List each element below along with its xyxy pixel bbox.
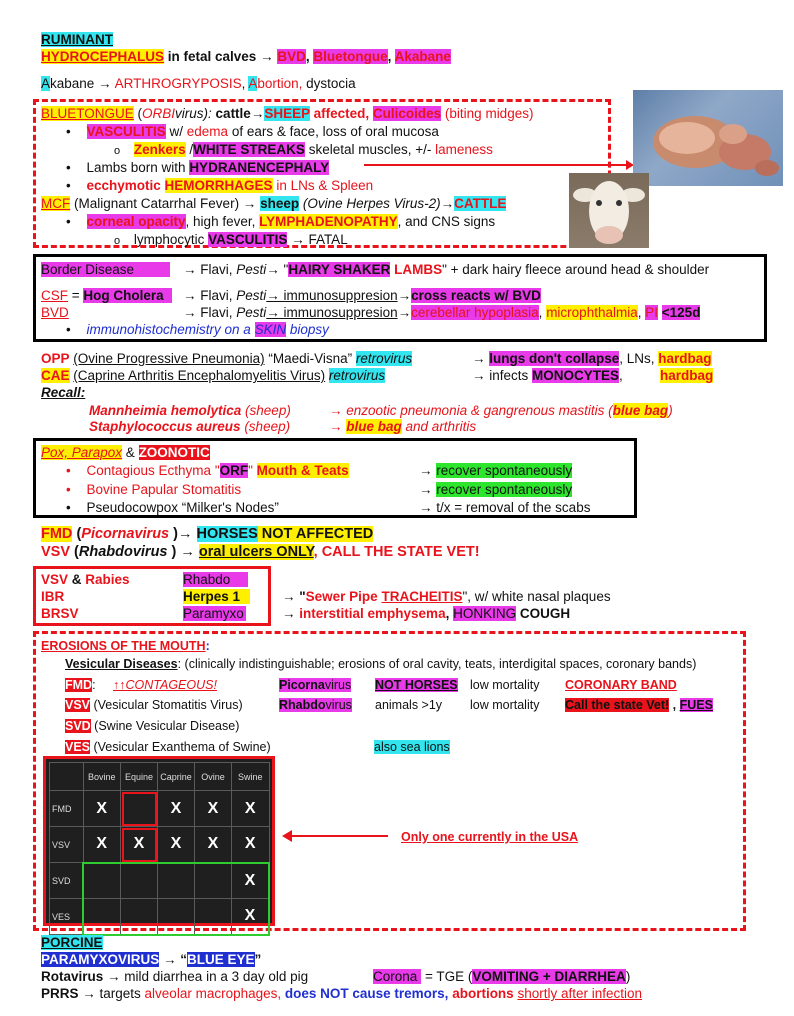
bvd-imm: → immunosuppresion: [266, 305, 398, 320]
akabane-word: kabane →: [50, 76, 115, 91]
species-table: [49, 762, 270, 936]
herpes-cell: [183, 589, 250, 605]
bt-affected: affected,: [309, 106, 370, 121]
opp: OPP: [41, 351, 70, 366]
orbi-word: ORBI: [142, 106, 176, 121]
bt-vasculitis-line: [66, 124, 439, 140]
rota-rest: → mild diarrhea in a 3 day old pig: [103, 969, 309, 984]
cae: CAE: [41, 368, 70, 383]
hydranencephaly-photo: [633, 90, 783, 186]
species-table-frame: [43, 756, 275, 926]
mann-sheep: (sheep): [241, 403, 291, 418]
porcine-heading-line: [41, 935, 103, 951]
ce-detail: [419, 463, 572, 479]
ero-ves-line: [65, 739, 271, 755]
mcf-cattle: CATTLE: [454, 196, 507, 211]
cell-vsv-equine: X: [121, 827, 158, 863]
contageous: ↑↑CONTAGEOUS!: [113, 678, 217, 692]
table-row: [50, 827, 270, 863]
ruminant-heading-line: [41, 32, 113, 48]
maedi-visna: “Maedi-Visna”: [264, 351, 356, 366]
ero-vsv-full: (Vesicular Stomatitis Virus): [90, 698, 243, 712]
table-row: [50, 899, 270, 935]
rhabdo: Rhabdo: [183, 572, 248, 587]
sea-lions-cell: [374, 739, 450, 755]
brsv-arrow: →: [282, 606, 300, 621]
fmd-close: )→: [169, 526, 197, 542]
pox-amp: &: [122, 445, 139, 460]
bvd: BVD: [41, 305, 69, 320]
not-horses: NOT HORSES: [375, 678, 458, 692]
picorna-rest: virus: [324, 678, 352, 692]
ce-q: ": [248, 463, 257, 478]
mcf-full: (Malignant Catarrhal Fever) →: [70, 196, 261, 211]
bluetongue-line: [41, 106, 533, 122]
rotavirus-line: [41, 969, 308, 985]
ero-svd-line: [65, 718, 239, 734]
vesicular-diseases: Vesicular Diseases: [65, 657, 178, 671]
rotavirus: Rotavirus: [41, 969, 104, 984]
corneal-opacity: corneal opacity: [86, 214, 186, 229]
paramyxovirus: PARAMYXOVIRUS: [41, 952, 160, 967]
culicoides: Culicoides: [372, 106, 442, 121]
porcine-heading: PORCINE: [41, 935, 103, 950]
border-rest: " + dark hairy fleece around head & shoulder: [442, 262, 710, 277]
ibr-rest: ", w/ white nasal plaques: [462, 589, 611, 604]
lambs-line: [66, 160, 329, 176]
cross-reacts: cross reacts w/ BVD: [411, 288, 541, 303]
blue-eye: BLUE EYE: [187, 952, 255, 967]
table-row: [50, 863, 270, 899]
ce-arrow: →: [419, 463, 437, 478]
cell-svd-caprine: [158, 863, 195, 899]
brain-specimen-image: [633, 90, 783, 186]
opp-arrow: →: [472, 351, 490, 366]
cell-ves-equine: [121, 899, 158, 935]
bt-edema: edema: [186, 124, 229, 139]
bvd-arrow2: →: [397, 305, 412, 320]
erosions-colon: :: [205, 639, 210, 653]
blue-eye-arrow: → “: [159, 952, 188, 967]
rhabdo-cell-ero: [279, 697, 352, 713]
call-state-vet: , CALL THE STATE VET!: [313, 544, 480, 560]
tge: = TGE (: [421, 969, 473, 984]
lymphocytic: lymphocytic: [133, 232, 209, 247]
cell-ves-caprine: [158, 899, 195, 935]
mcf-term: MCF: [41, 196, 71, 211]
rhabdo-cell: [183, 572, 248, 588]
vsv-rabies-line: [41, 572, 130, 588]
resp-vsv: VSV: [41, 572, 69, 587]
lungs-dont-collapse: lungs don't collapse: [489, 351, 620, 366]
hemorr-rest: in LNs & Spleen: [272, 178, 374, 193]
ihc-line: [66, 322, 329, 338]
opp-lns: , LNs,: [619, 351, 659, 366]
row-name-vsv: VSV: [50, 827, 84, 863]
biting-midges: (biting midges): [441, 106, 534, 121]
ero-fmd-line: [65, 677, 96, 693]
zenkers-line: [114, 142, 493, 159]
biopsy: biopsy: [286, 322, 329, 337]
csf: CSF: [41, 288, 68, 303]
recover-1: recover spontaneously: [436, 463, 573, 478]
cell-ves-bovine: [83, 899, 121, 935]
erosions-title-line: [41, 638, 210, 654]
row-name-ves: VES: [50, 899, 84, 935]
bt-open: (: [133, 106, 143, 121]
bvd-line: [41, 305, 69, 321]
mcf-vasculitis: VASCULITIS: [208, 232, 288, 247]
bt-sheep: SHEEP: [264, 106, 310, 121]
recover-2: recover spontaneously: [436, 482, 573, 497]
pox-parapox: Pox, Parapox: [41, 445, 123, 460]
csf-detail: [183, 288, 541, 304]
prrs-line: [41, 986, 642, 1002]
table-row: [50, 791, 270, 827]
vsv-open: (: [70, 544, 79, 560]
border-disease: Border Disease: [41, 262, 170, 277]
hydrocephalus-term: HYDROCEPHALUS: [41, 49, 165, 64]
abortion-word: bortion,: [257, 76, 303, 91]
cell-vsv-bovine: X: [83, 827, 121, 863]
table-corner: [50, 763, 84, 791]
blue-eye-q: ”: [254, 952, 262, 967]
hydranencephaly-arrow: [364, 160, 634, 170]
vomiting-diarrhea: VOMITING + DIARRHEA: [472, 969, 626, 984]
border-arrow2: → ": [266, 262, 289, 277]
cell-svd-swine: X: [232, 863, 270, 899]
ruminant-heading: RUMINANT: [41, 32, 113, 47]
mannheimia: Mannheimia hemolytica: [89, 403, 242, 418]
ecchymotic: ecchymotic: [86, 178, 165, 193]
contagious-ecthyma: Contagious Ecthyma ": [86, 463, 220, 478]
cow-photo: [569, 173, 649, 248]
recall-label: Recall:: [41, 385, 86, 400]
header-ovine: Ovine: [195, 763, 232, 791]
bt-vasc-rest: of ears & face, loss of oral mucosa: [228, 124, 439, 139]
bvd-comma2: ,: [637, 305, 646, 320]
interstitial-emphysema: interstitial emphysema: [299, 606, 446, 621]
horses: HORSES: [196, 526, 258, 542]
usa-note-arrow: [282, 830, 390, 842]
cae-hardbag: hardbag: [660, 368, 714, 383]
ero-fmd: FMD: [65, 678, 93, 692]
sewer-pipe: Sewer Pipe: [305, 589, 382, 604]
vesicular-line: [65, 656, 696, 672]
header-caprine: Caprine: [158, 763, 195, 791]
orf: ORF: [219, 463, 249, 478]
ero-vsv: VSV: [65, 698, 91, 712]
rhabdovirus: Rhabdovirus: [78, 544, 168, 560]
white-streaks: WHITE STREAKS: [193, 142, 305, 157]
alveolar-macrophages: alveolar macrophages,: [144, 986, 282, 1001]
csf-arrow: → Flavi,: [183, 288, 237, 303]
staph-detail: [329, 419, 476, 435]
pseudocowpox: Pseudocowpox “Milker's Nodes”: [86, 500, 279, 515]
ero-fmd-colon: :: [92, 678, 96, 692]
row-name-svd: SVD: [50, 863, 84, 899]
fmd-line: [41, 526, 373, 542]
csf-line: [41, 288, 172, 304]
picornavirus: Picornavirus: [81, 526, 170, 542]
hydrocephalus-line: HYDROCEPHALUS in fetal calves → BVD, Bluetongue, Akabane: [41, 49, 451, 64]
ero-ves-full: (Vesicular Exanthema of Swine): [90, 740, 271, 754]
cell-ves-swine: X: [232, 899, 270, 935]
hog-cholera: Hog Cholera: [83, 288, 171, 303]
cae-comma: ,: [619, 368, 623, 383]
coronary-band: CORONARY BAND: [565, 678, 677, 692]
mcf-cns: , and CNS signs: [397, 214, 496, 229]
cell-fmd-ovine: X: [195, 791, 232, 827]
skin: SKIN: [254, 322, 287, 337]
cell-svd-ovine: [195, 863, 232, 899]
no-tremors: does NOT cause tremors,: [281, 986, 449, 1001]
ibr-arrow: → ": [282, 589, 306, 604]
rhabdo-bold: Rhabdo: [279, 698, 326, 712]
bps-arrow: →: [419, 482, 437, 497]
lymphocytic-line: [114, 232, 348, 249]
dystocia: dystocia: [302, 76, 356, 91]
header-equine: Equine: [121, 763, 158, 791]
pi: PI: [645, 305, 659, 320]
monocytes: MONOCYTES: [532, 368, 620, 383]
ibr-detail: [282, 589, 611, 605]
lambs-word: LAMBS: [390, 262, 443, 277]
csf-eq: =: [68, 288, 84, 303]
gangrenous: & gangrenous mastitis (: [467, 403, 613, 418]
staph: Staphylococcus aureus: [89, 419, 241, 434]
pseudo-line: [66, 500, 279, 516]
arthrogryposis: ARTHROGRYPOSIS: [114, 76, 242, 91]
border-disease-line: [41, 262, 170, 278]
pseudo-detail: [419, 500, 590, 516]
mannheimia-detail: [329, 403, 673, 419]
cell-fmd-caprine: X: [158, 791, 195, 827]
cow-face-image: [569, 173, 649, 248]
ero-svd-full: (Swine Vesicular Disease): [90, 719, 240, 733]
ibr: IBR: [41, 589, 65, 604]
lt125d: <125d: [661, 305, 701, 320]
call-vet: Call the state Vet!: [565, 698, 670, 712]
rhabdo-rest: virus: [325, 698, 352, 712]
zenkers-slash: /: [185, 142, 194, 157]
cell-svd-bovine: [83, 863, 121, 899]
picorna: [279, 678, 351, 692]
bovine-papular: Bovine Papular Stomatitis: [86, 482, 242, 497]
brsv: BRSV: [41, 606, 79, 621]
ihc: immunohistochemistry on a: [86, 322, 255, 337]
cough: COUGH: [516, 606, 571, 621]
hydro-bluetongue: Bluetongue: [313, 49, 388, 64]
cell-ves-ovine: [195, 899, 232, 935]
staph-sheep: (sheep): [240, 419, 291, 434]
brsv-detail: [282, 606, 570, 622]
hydrocephalus-text: in fetal calves →: [164, 49, 278, 64]
callvet-line: [565, 697, 713, 713]
cae-hardbag-line: [660, 368, 713, 384]
rabies: Rabies: [85, 572, 130, 587]
table-header-row: [50, 763, 270, 791]
mcf-sheep: sheep: [260, 196, 300, 211]
not-affected: NOT AFFECTED: [257, 526, 374, 542]
tge-close: ): [625, 969, 631, 984]
cae-line: [41, 368, 385, 384]
honking: HONKING: [453, 606, 517, 621]
ero-svd: SVD: [65, 719, 91, 733]
sea-lions: also sea lions: [374, 740, 450, 754]
staph-line: [89, 419, 290, 435]
bt-vasc-w: w/: [165, 124, 187, 139]
vsv: VSV: [41, 544, 71, 560]
border-arrow: → Flavi,: [183, 262, 237, 277]
opp-retro: retrovirus: [355, 351, 413, 366]
mann-close: ): [668, 403, 673, 418]
microphthalmia: microphthalmia: [546, 305, 638, 320]
brsv-comma: ,: [445, 606, 454, 621]
vsv-close: ) →: [167, 544, 199, 560]
zoonotic: ZOONOTIC: [138, 445, 210, 460]
mann-blue-bag: blue bag: [612, 403, 669, 418]
mcf-fever: , high fever,: [185, 214, 260, 229]
tracheitis: TRACHEITIS: [381, 589, 463, 604]
animals-1y: animals >1y: [375, 698, 443, 712]
mouth-teats: Mouth & Teats: [256, 463, 349, 478]
opp-full: (Ovine Progressive Pneumonia): [73, 351, 265, 366]
usa-note: Only one currently in the USA: [401, 830, 579, 844]
cell-svd-equine: [121, 863, 158, 899]
border-pesti: Pesti: [236, 262, 267, 277]
paramyxo-cell: [183, 606, 246, 622]
shortly-after: shortly after infection: [517, 986, 643, 1001]
ce-line: [66, 463, 349, 479]
ero-vsv-line: [65, 697, 243, 713]
cae-full: (Caprine Arthritis Encephalomyelitis Virus): [73, 368, 326, 383]
vesicular-rest: : (clinically indistinguishable; erosions of oral cavity, teats, interdigital spaces, coronary bands): [177, 657, 697, 671]
lymphadenopathy: LYMPHADENOPATHY: [259, 214, 398, 229]
prrs: PRRS: [41, 986, 79, 1001]
csf-pesti: Pesti: [236, 288, 267, 303]
cae-arrow: → infects: [472, 368, 533, 383]
hydro-bvd: BVD: [277, 49, 306, 64]
paramyxo: Paramyxo: [183, 606, 244, 621]
cae-retro: retrovirus: [328, 368, 386, 383]
bt-vasculitis: VASCULITIS: [86, 124, 166, 139]
ero-rhabdo: [279, 698, 352, 712]
cell-fmd-swine: X: [232, 791, 270, 827]
pseudo-arrow: → t/x = removal of the scabs: [419, 500, 591, 515]
row-name-fmd: FMD: [50, 791, 84, 827]
cae-detail: [472, 368, 623, 384]
picorna-cell: [279, 677, 351, 693]
prrs-arrow: → targets: [78, 986, 145, 1001]
hydranencephaly: HYDRANENCEPHALY: [189, 160, 330, 175]
virus-close: virus):: [175, 106, 212, 121]
lambs-text: Lambs born with: [86, 160, 190, 175]
akabane-line: Akabane → ARTHROGRYPOSIS, Abortion, dystocia: [41, 76, 356, 91]
herpes-1: Herpes 1: [183, 589, 250, 604]
hairy-shaker: HAIRY SHAKER: [288, 262, 391, 277]
bluetongue-term: BLUETONGUE: [41, 106, 134, 121]
bt-cattle: cattle→: [211, 106, 265, 121]
lameness: lameness: [435, 142, 493, 157]
abortions: abortions: [448, 986, 518, 1001]
mcf-fatal: → FATAL: [287, 232, 348, 247]
staph-blue-bag: blue bag: [346, 419, 402, 434]
csf-arrow2: →: [397, 288, 412, 303]
hemorrhages-line: [66, 178, 373, 194]
fmd: FMD: [41, 526, 73, 542]
abortion-a: A: [248, 76, 258, 91]
cell-vsv-swine: X: [232, 827, 270, 863]
not-horses-cell: [375, 677, 458, 693]
bvd-detail: [183, 305, 700, 321]
low-mortality-1: low mortality: [470, 678, 540, 692]
resp-amp: &: [68, 572, 86, 587]
callvet-comma: ,: [669, 698, 680, 712]
corona: Corona: [373, 969, 421, 984]
bvd-comma: ,: [538, 305, 547, 320]
opp-detail: [472, 351, 712, 367]
enzootic: → enzootic pneumonia: [329, 403, 468, 418]
cell-vsv-ovine: X: [195, 827, 232, 863]
corona-line: [373, 969, 630, 985]
vsv-line: [41, 544, 480, 560]
fmd-open: (: [72, 526, 82, 542]
staph-rest: and arthritis: [401, 419, 477, 434]
border-disease-detail: [183, 262, 709, 278]
cerebellar-hypoplasia: cerebellar hypoplasia: [411, 305, 539, 320]
csf-imm: → immunosuppresion: [266, 288, 398, 303]
oral-ulcers: oral ulcers ONLY: [198, 544, 314, 560]
paramyxovirus-line: [41, 952, 261, 968]
bvd-pesti: Pesti: [236, 305, 267, 320]
staph-arrow: →: [329, 419, 347, 434]
hemorrhages: HEMORRHAGES: [164, 178, 273, 193]
opp-hardbag: hardbag: [658, 351, 712, 366]
cell-vsv-caprine: X: [158, 827, 195, 863]
cell-fmd-equine: [121, 791, 158, 827]
cell-fmd-bovine: X: [83, 791, 121, 827]
opp-line: [41, 351, 412, 367]
pox-line: [41, 445, 210, 461]
fues: FUES: [679, 698, 713, 712]
header-bovine: Bovine: [83, 763, 121, 791]
mcf-line: [41, 196, 506, 212]
zenkers: Zenkers: [133, 142, 186, 157]
picorna-bold: Picorna: [279, 678, 325, 692]
bps-line: [66, 482, 241, 498]
bps-detail: [419, 482, 572, 498]
akabane-a: A: [41, 76, 51, 91]
mcf-ohv: (Ovine Herpes Virus-2)→: [299, 196, 455, 211]
ero-ves: VES: [65, 740, 91, 754]
low-mortality-2: low mortality: [470, 698, 540, 712]
mannheimia-line: [89, 403, 291, 419]
erosions-title: EROSIONS OF THE MOUTH: [41, 639, 206, 653]
header-swine: Swine: [232, 763, 270, 791]
corneal-line: [66, 214, 495, 230]
skeletal: skeletal muscles, +/-: [304, 142, 436, 157]
bvd-arrow: → Flavi,: [183, 305, 237, 320]
hydro-akabane: Akabane: [394, 49, 451, 64]
